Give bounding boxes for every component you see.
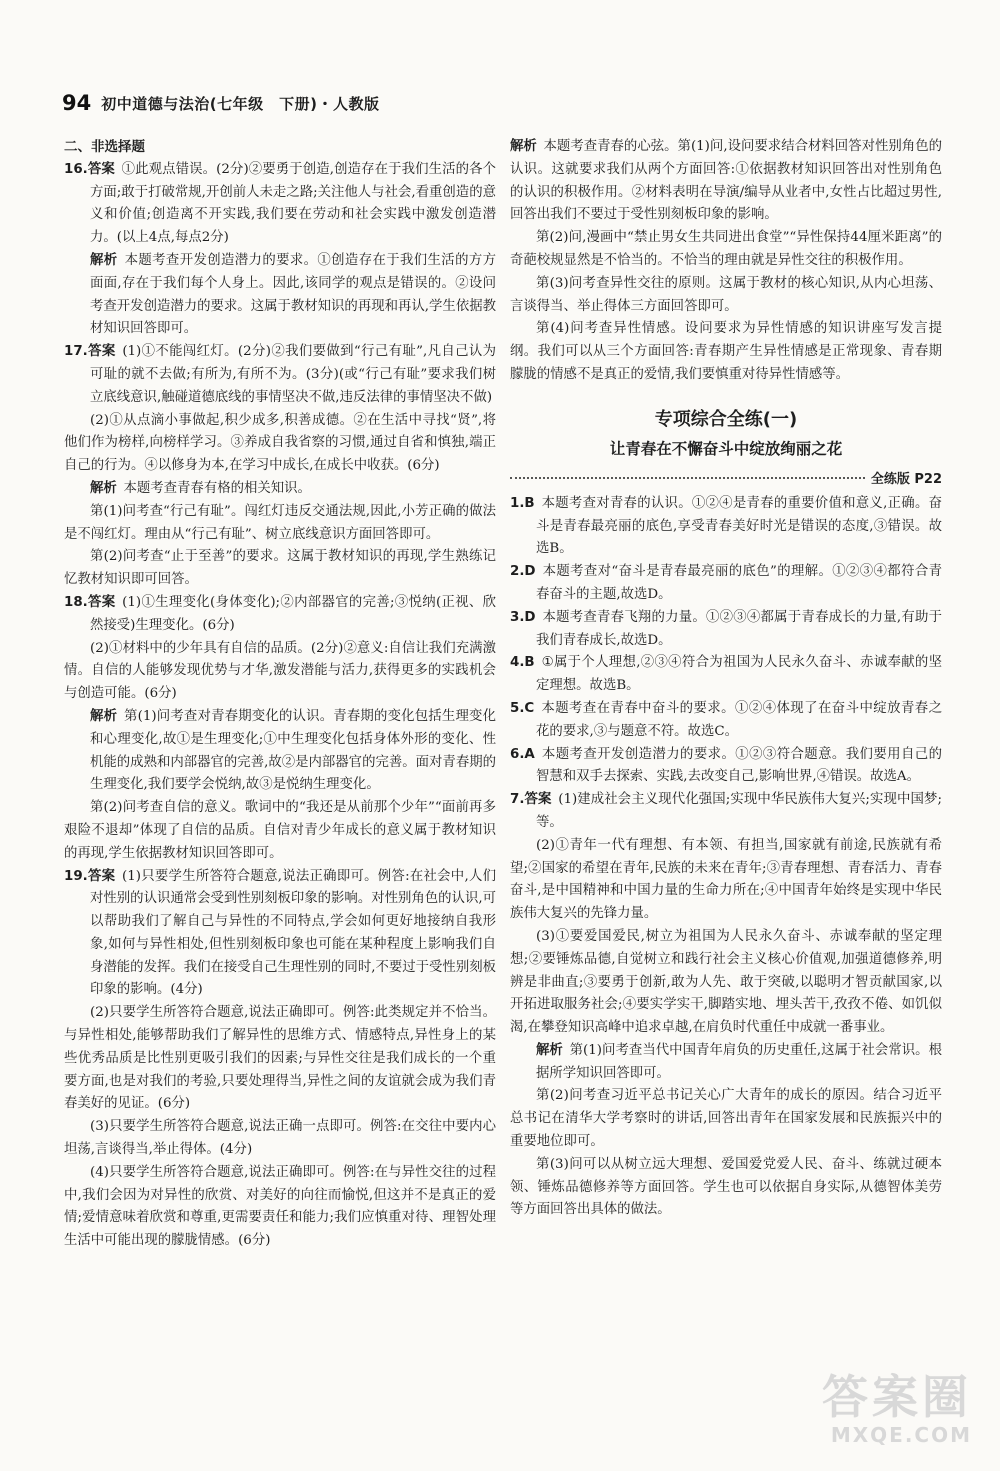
paragraph bbox=[510, 273, 942, 319]
paragraph bbox=[510, 1085, 942, 1153]
paragraph bbox=[64, 797, 496, 865]
paragraph-text: 本题考查开发创造潜力的要求。①②③符合题意。我们要用自己的智慧和双手去探索、实践,去改变自己,影响世界,④错误。故选A。 bbox=[536, 746, 942, 785]
answer-label: 答案 bbox=[524, 792, 552, 808]
paragraph bbox=[510, 835, 942, 926]
paragraph bbox=[64, 501, 496, 547]
paragraph-text: 本题考查在青春中奋斗的要求。①②④体现了在奋斗中绽放青春之花的要求,③与题意不符。故选C。 bbox=[536, 700, 942, 739]
answer-label: 解析 bbox=[90, 480, 117, 496]
paragraph-text: (3)①要爱国爱民,树立为祖国为人民永久奋斗、赤诚奉献的坚定理想;②要锤炼品德,自觉树立和践行社会主义核心价值观,加强道德修养,明辨是非曲直;③要勇于创新,敢为人先、敢于突破,以聪明才智贡献国家,以开拓进取服务社会;④要实学实干,脚踏实地、埋头苦干,孜孜不倦、如饥似渴,在攀登知识高峰中追求卓越,在肩负时代重任中成就一番事业。 bbox=[510, 928, 942, 1036]
answer-label: 答案 bbox=[87, 344, 116, 360]
paragraph bbox=[64, 478, 496, 501]
paragraph-text: 第(2)问考查习近平总书记关心广大青年的成长的原因。结合习近平总书记在清华大学考察时的讲话,回答出青年在国家发展和民族振兴中的重要地位即可。 bbox=[510, 1088, 942, 1150]
paragraph-text: (2)①材料中的少年具有自信的品质。(2分)②意义:自信让我们充满激情。自信的人能够发现优势与才华,激发潜能与活力,获得更多的实践机会与创造可能。(6分) bbox=[64, 640, 496, 702]
paragraph-text: 第(2)问考查“止于至善”的要求。这属于教材知识的再现,学生熟练记忆教材知识即可回答。 bbox=[64, 549, 496, 588]
special-title: 专项综合全练(一) bbox=[654, 408, 798, 430]
answer-label: 答案 bbox=[87, 161, 115, 177]
paragraph-text: 第(1)问考查对青春期变化的认识。青春期的变化包括生理变化和心理变化,故①是生理变化;①中生理变化包括身体外形的变化、性机能的成熟和内部器官的完善,故②是内部器官的完善。面对青春期的生理变化,我们要学会悦纳,故③是悦纳生理变化。 bbox=[90, 708, 497, 793]
paragraph bbox=[510, 318, 942, 386]
paragraph bbox=[64, 706, 496, 797]
question-number: 3.D bbox=[510, 609, 536, 625]
paragraph-text: 本题考查青春飞翔的力量。①②③④都属于青春成长的力量,有助于我们青春成长,故选D。 bbox=[536, 609, 942, 648]
paragraph-text: (3)只要学生所答符合题意,说法正确一点即可。例答:在交往中要内心坦荡,言谈得当,举止得体。(4分) bbox=[64, 1119, 496, 1158]
paragraph-text: 第(1)问考查“行己有耻”。闯红灯违反交通法规,因此,小芳正确的做法是不闯红灯。理由从“行己有耻”、树立底线意识方面回答即可。 bbox=[64, 503, 496, 542]
answer-label: 解析 bbox=[90, 252, 118, 268]
paragraph bbox=[64, 410, 496, 478]
paragraph bbox=[64, 1162, 496, 1253]
right-items bbox=[510, 493, 942, 1223]
book-title: 初中道德与法治(七年级 下册)・人教版 bbox=[101, 94, 380, 113]
paragraph bbox=[510, 561, 942, 607]
paragraph-text: 第(1)问考查当代中国青年肩负的历史重任,这属于社会常识。根据所学知识回答即可。 bbox=[536, 1042, 942, 1081]
paragraph-text: (2)①从点滴小事做起,积少成多,积善成德。②在生活中寻找“贤”,将他们作为榜样,向榜样学习。③养成自我省察的习惯,通过自省和慎独,端正自己的行为。④以修身为本,在学习中成长,在成长中收获。(6分) bbox=[64, 412, 496, 474]
question-number: 1.B bbox=[510, 495, 535, 511]
watermark-logo: 答案圈 bbox=[822, 1370, 972, 1424]
page-number: 94 bbox=[62, 91, 92, 115]
paragraph bbox=[510, 227, 942, 273]
paragraph-text: ①属于个人理想,②③④符合为祖国为人民永久奋斗、赤诚奉献的坚定理想。故选B。 bbox=[536, 655, 942, 694]
paragraph-text: (1)①不能闯红灯。(2分)②我们要做到“行己有耻”,凡自己认为可耻的就不去做;有所为,有所不为。(3分)(或“行己有耻”要求我们树立底线意识,触碰道德底线的事情坚决不做,违反法律的事情坚决不做) bbox=[90, 344, 496, 405]
paragraph-text: 本题考查开发创造潜力的要求。①创造存在于我们生活的方方面面,存在于我们每个人身上。因此,该同学的观点是错误的。②设问考查开发创造潜力的要求。这属于教材知识的再现和再认,学生依据教材知识回答即可。 bbox=[90, 252, 497, 337]
paragraph bbox=[64, 341, 496, 409]
answer-label: 答案 bbox=[87, 868, 116, 884]
paragraph bbox=[64, 1002, 496, 1116]
paragraph bbox=[64, 250, 496, 341]
reference-row bbox=[510, 469, 942, 491]
paragraph bbox=[510, 698, 942, 744]
paragraph bbox=[510, 1040, 942, 1086]
question-number: 7. bbox=[510, 792, 525, 808]
question-number: 2.D bbox=[510, 564, 536, 580]
paragraph-text: (1)①生理变化(身体变化);②内部器官的完善;③悦纳(正视、欣然接受)生理变化。(6分) bbox=[90, 594, 497, 633]
paragraph-text: ①此观点错误。(2分)②要勇于创造,创造存在于我们生活的各个方面;敢于打破常规,开创前人未走之路;关注他人与社会,看重创造的意义和价值;创造离不开实践,我们要在劳动和社会实践中激发创造潜力。(以上4点,每点2分) bbox=[90, 161, 496, 246]
paragraph-text: (2)①青年一代有理想、有本领、有担当,国家就有前途,民族就有希望;②国家的希望在青年,民族的未来在青年;③青春理想、青春活力、青春奋斗,是中国精神和中国力量的生命力所在;④中国青年始终是实现中华民族伟大复兴的先锋力量。 bbox=[510, 837, 942, 922]
paragraph bbox=[510, 493, 942, 561]
paragraph-text: 本题考查青春有格的相关知识。 bbox=[123, 480, 311, 496]
paragraph bbox=[64, 592, 496, 638]
question-number: 16. bbox=[64, 161, 88, 177]
special-subtitle: 让青春在不懈奋斗中绽放绚丽之花 bbox=[609, 439, 843, 458]
paragraph-text: 第(2)问考查自信的意义。歌词中的“我还是从前那个少年”“面前再多艰险不退却”体现了自信的品质。自信对青少年成长的意义属于教材知识的再现,学生依据教材知识回答即可。 bbox=[64, 800, 496, 861]
paragraph bbox=[510, 136, 942, 227]
paragraph-text: 本题考查对“奋斗是青春最亮丽的底色”的理解。①②③④都符合青春奋斗的主题,故选D。 bbox=[536, 564, 942, 602]
answer-label: 答案 bbox=[87, 594, 116, 610]
paragraph bbox=[510, 652, 942, 698]
left-column bbox=[64, 136, 496, 1253]
answer-label: 解析 bbox=[536, 1042, 563, 1058]
right-top-items bbox=[510, 136, 942, 387]
paragraph-text: 第(4)问考查异性情感。设问要求为异性情感的知识讲座写发言提纲。我们可以从三个方面回答:青春期产生异性情感是正常现象、青春期朦胧的情感不是真正的爱情,我们要慎重对待异性情感等。 bbox=[510, 321, 942, 382]
paragraph bbox=[64, 159, 496, 250]
paragraph bbox=[510, 1154, 942, 1222]
question-number: 6.A bbox=[510, 746, 535, 762]
paragraph-text: (4)只要学生所答符合题意,说法正确即可。例答:在与异性交往的过程中,我们会因为对异性的欣赏、对美好的向往而愉悦,但这并不是真正的爱情;爱情意味着欣赏和尊重,更需要责任和能力;我们应慎重对待、理智处理生活中可能出现的朦胧情感。(6分) bbox=[64, 1164, 496, 1249]
left-items bbox=[64, 159, 496, 1253]
paragraph bbox=[64, 546, 496, 592]
paragraph bbox=[510, 607, 942, 653]
paragraph-text: 第(3)问考查异性交往的原则。这属于教材的核心知识,从内心坦荡、言谈得当、举止得体三方面回答即可。 bbox=[510, 275, 942, 314]
question-number: 4.B bbox=[510, 655, 535, 671]
paragraph bbox=[510, 744, 942, 790]
answer-label: 解析 bbox=[510, 139, 537, 154]
question-number: 19. bbox=[64, 868, 88, 884]
question-number: 5.C bbox=[510, 700, 535, 716]
page-header bbox=[62, 88, 379, 118]
paragraph-text: (1)建成社会主义现代化强国;实现中华民族伟大复兴;实现中国梦;等。 bbox=[536, 792, 942, 830]
reference-label: 全练版 P22 bbox=[870, 471, 942, 487]
watermark bbox=[822, 1371, 972, 1447]
dotted-leader bbox=[510, 477, 865, 479]
question-number: 17. bbox=[64, 344, 88, 360]
paragraph bbox=[64, 1116, 496, 1162]
question-number: 18. bbox=[64, 594, 88, 610]
paragraph-text: (1)只要学生所答符合题意,说法正确即可。例答:在社会中,人们对性别的认识通常会受到性别刻板印象的影响。对性别角色的认识,可以帮助我们了解自己与异性的不同特点,学会如何更好地接纳自我形象,如何与异性相处,但性别刻板印象也可能在某种程度上影响我们自身潜能的发挥。我们在接受自己生理性别的同时,不要过于受性别刻板印象的影响。(4分) bbox=[90, 868, 496, 998]
paragraph-text: 第(3)问可以从树立远大理想、爱国爱党爱人民、奋斗、练就过硬本领、锤炼品德修养等方面回答。学生也可以依据自身实际,从德智体美劳等方面回答出具体的做法。 bbox=[510, 1156, 942, 1218]
paragraph-text: 本题考查对青春的认识。①②④是青春的重要价值和意义,正确。奋斗是青春最亮丽的底色,享受青春美好时光是错误的态度,③错误。故选B。 bbox=[536, 495, 942, 557]
paragraph bbox=[64, 866, 496, 1003]
section-heading: 二、非选择题 bbox=[64, 139, 145, 155]
paragraph-text: 本题考查青春的心弦。第(1)问,设问要求结合材料回答对性别角色的认识。这就要求我们从两个方面回答:①依据教材知识回答出对性别角色的认识的积极作用。②材料表明在导演/编导从业者中,女性占比超过男性,回答出我们不要过于受性别刻板印象的影响。 bbox=[510, 139, 942, 223]
paragraph bbox=[64, 638, 496, 706]
right-column bbox=[510, 136, 942, 1222]
paragraph-text: (2)只要学生所答符合题意,说法正确即可。例答:此类规定并不恰当。与异性相处,能够帮助我们了解异性的思维方式、情感特点,异性身上的某些优秀品质是比性别更吸引我们的因素;与异性交往是我们成长的一个重要方面,也是对我们的考验,只要处理得当,异性之间的友谊就会成为我们青春美好的见证。(6分) bbox=[64, 1005, 496, 1112]
paragraph bbox=[510, 926, 942, 1040]
answer-label: 解析 bbox=[90, 708, 118, 724]
watermark-url: MXQE.COM bbox=[830, 1423, 972, 1447]
paragraph-text: 第(2)问,漫画中“禁止男女生共同进出食堂”“异性保持44厘米距离”的奇葩校规显然是不恰当的。不恰当的理由就是异性交往的积极作用。 bbox=[510, 230, 942, 268]
paragraph bbox=[510, 789, 942, 835]
